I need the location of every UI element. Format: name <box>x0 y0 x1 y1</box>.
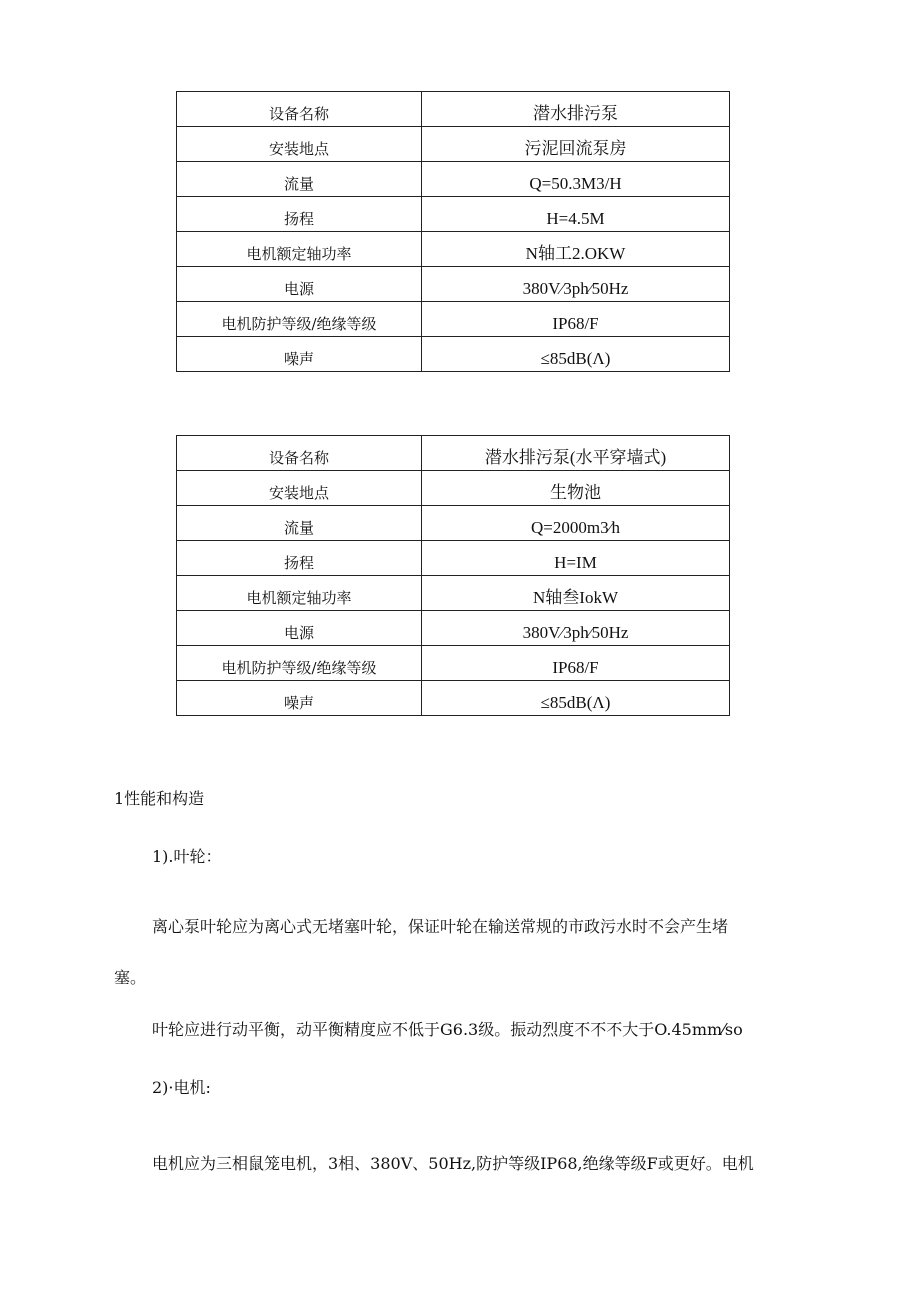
row-value: 污泥回流泵房 <box>422 127 730 162</box>
row-value: ≤85dB(Λ) <box>422 681 730 716</box>
row-label: 电源 <box>177 267 422 302</box>
table-row <box>177 337 730 372</box>
spec-table-1 <box>176 91 730 372</box>
row-label: 噪声 <box>177 681 422 716</box>
row-label: 安装地点 <box>177 471 422 506</box>
row-value: 380V⁄3ph⁄50Hz <box>422 267 730 302</box>
table-row <box>177 576 730 611</box>
table-row <box>177 197 730 232</box>
subsection-impeller: 1).叶轮： <box>152 847 222 866</box>
paragraph-impeller-1-cont: 塞。 <box>114 968 147 987</box>
row-label: 流量 <box>177 506 422 541</box>
row-value: H=4.5M <box>422 197 730 232</box>
row-label: 安装地点 <box>177 127 422 162</box>
row-value: IP68/F <box>422 646 730 681</box>
row-label: 扬程 <box>177 541 422 576</box>
row-label: 流量 <box>177 162 422 197</box>
section-heading: 1性能和构造 <box>114 789 205 808</box>
table-row <box>177 127 730 162</box>
row-value: IP68/F <box>422 302 730 337</box>
row-label: 噪声 <box>177 337 422 372</box>
table-row <box>177 232 730 267</box>
row-value: Q=50.3M3/H <box>422 162 730 197</box>
row-label: 电机防护等级/绝缘等级 <box>177 646 422 681</box>
subsection-motor: 2)·电机: <box>152 1078 211 1097</box>
row-label: 电机防护等级/绝缘等级 <box>177 302 422 337</box>
row-label: 设备名称 <box>177 92 422 127</box>
row-value: Q=2000m3⁄h <box>422 506 730 541</box>
table-row <box>177 681 730 716</box>
table-row <box>177 302 730 337</box>
row-label: 电源 <box>177 611 422 646</box>
table-row <box>177 92 730 127</box>
row-label: 电机额定轴功率 <box>177 232 422 267</box>
paragraph-impeller-1: 离心泵叶轮应为离心式无堵塞叶轮，保证叶轮在输送常规的市政污水时不会产生堵 <box>152 917 729 936</box>
table-row <box>177 506 730 541</box>
row-label: 扬程 <box>177 197 422 232</box>
spec-table-2 <box>176 435 730 716</box>
table-row <box>177 541 730 576</box>
row-label: 设备名称 <box>177 436 422 471</box>
table-row <box>177 646 730 681</box>
row-value: N轴工2.OKW <box>422 232 730 267</box>
row-value: H=IM <box>422 541 730 576</box>
table-row <box>177 267 730 302</box>
paragraph-impeller-2: 叶轮应进行动平衡，动平衡精度应不低于G6.3级。振动烈度不不不大于O.45mm⁄so <box>152 1020 743 1039</box>
row-label: 电机额定轴功率 <box>177 576 422 611</box>
row-value: N轴叁IokW <box>422 576 730 611</box>
table-row <box>177 162 730 197</box>
table-row <box>177 471 730 506</box>
row-value: 潜水排污泵 <box>422 92 730 127</box>
row-value: 潜水排污泵(水平穿墙式) <box>422 436 730 471</box>
row-value: 生物池 <box>422 471 730 506</box>
paragraph-motor: 电机应为三相鼠笼电机，3相、380V、50Hz,防护等级IP68,绝缘等级F或更好。电机 <box>152 1154 754 1173</box>
table-row <box>177 611 730 646</box>
row-value: ≤85dB(Λ) <box>422 337 730 372</box>
table-row <box>177 436 730 471</box>
row-value: 380V⁄3ph⁄50Hz <box>422 611 730 646</box>
